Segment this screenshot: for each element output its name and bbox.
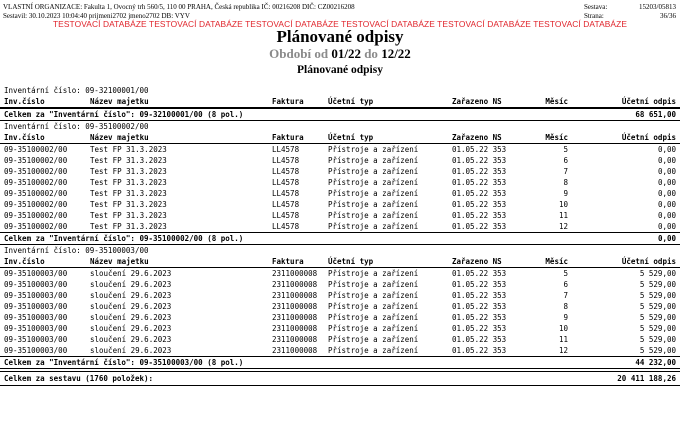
cell-inv: 09-35100003/00: [4, 302, 68, 311]
report-id-value: 15203/05813: [639, 3, 676, 11]
cell-odp: 0,00: [657, 178, 676, 187]
cell-odp: 5 529,00: [639, 335, 676, 344]
subtotal-value: 44 232,00: [635, 358, 676, 367]
cell-fak: 2311000008: [272, 302, 318, 311]
column-header-row: [4, 96, 676, 107]
cell-zar: 01.05.22 353: [452, 335, 507, 344]
table-row: [4, 188, 676, 199]
group-label: Inventární číslo: 09-32100001/00: [4, 86, 149, 95]
cell-odp: 0,00: [657, 200, 676, 209]
cell-inv: 09-35100002/00: [4, 178, 68, 187]
cell-inv: 09-35100003/00: [4, 335, 68, 344]
cell-fak: 2311000008: [272, 269, 318, 278]
cell-name: sloučení 29.6.2023: [90, 324, 172, 333]
cell-name: sloučení 29.6.2023: [90, 291, 172, 300]
subtotal-value: 0,00: [657, 234, 676, 243]
table-row: [4, 334, 676, 345]
cell-typ: Přístroje a zařízení: [328, 145, 419, 154]
cell-odp: 5 529,00: [639, 346, 676, 355]
subtotal-label: Celkem za "Inventární číslo": 09-35100003/00 (8 pol.): [4, 358, 244, 367]
column-header-mes: Měsíc: [545, 257, 568, 266]
group-header: [4, 245, 676, 256]
cell-zar: 01.05.22 353: [452, 145, 507, 154]
column-header-name: Název majetku: [90, 133, 149, 142]
cell-odp: 5 529,00: [639, 280, 676, 289]
group-label: Inventární číslo: 09-35100002/00: [4, 122, 149, 131]
group-header: [4, 85, 676, 96]
cell-inv: 09-35100003/00: [4, 324, 68, 333]
cell-name: Test FP 31.3.2023: [90, 222, 167, 231]
cell-mes: 10: [558, 324, 568, 333]
table-row: [4, 345, 676, 356]
cell-fak: 2311000008: [272, 324, 318, 333]
cell-fak: LL4578: [272, 167, 300, 176]
organization-line: VLASTNÍ ORGANIZACE: Fakulta 1, Ovocný trh 560/5, 110 00 PRAHA, Česká republika IČ: 00216208 DIČ: CZ00216208: [3, 3, 355, 11]
cell-name: sloučení 29.6.2023: [90, 313, 172, 322]
group-label: Inventární číslo: 09-35100003/00: [4, 246, 149, 255]
cell-typ: Přístroje a zařízení: [328, 222, 419, 231]
table-row: [4, 177, 676, 188]
column-header-zar: Zařazeno NS: [452, 97, 502, 106]
cell-inv: 09-35100002/00: [4, 200, 68, 209]
cell-zar: 01.05.22 353: [452, 280, 507, 289]
cell-typ: Přístroje a zařízení: [328, 346, 419, 355]
cell-typ: Přístroje a zařízení: [328, 324, 419, 333]
period-prefix: Období od: [269, 46, 332, 61]
cell-zar: 01.05.22 353: [452, 291, 507, 300]
cell-zar: 01.05.22 353: [452, 302, 507, 311]
cell-name: Test FP 31.3.2023: [90, 211, 167, 220]
cell-fak: LL4578: [272, 178, 300, 187]
subtotal-row: [4, 357, 676, 368]
cell-mes: 8: [563, 302, 568, 311]
cell-inv: 09-35100003/00: [4, 291, 68, 300]
cell-odp: 5 529,00: [639, 291, 676, 300]
cell-fak: 2311000008: [272, 346, 318, 355]
table-row: [4, 155, 676, 166]
table-row: [4, 279, 676, 290]
table-row: [4, 323, 676, 334]
cell-typ: Přístroje a zařízení: [328, 335, 419, 344]
column-header-typ: Účetní typ: [328, 133, 374, 142]
cell-zar: 01.05.22 353: [452, 324, 507, 333]
cell-typ: Přístroje a zařízení: [328, 302, 419, 311]
cell-fak: 2311000008: [272, 313, 318, 322]
subtotal-row: [4, 109, 676, 120]
cell-name: sloučení 29.6.2023: [90, 280, 172, 289]
cell-inv: 09-35100002/00: [4, 167, 68, 176]
cell-name: Test FP 31.3.2023: [90, 200, 167, 209]
column-header-fak: Faktura: [272, 97, 304, 106]
table-row: [4, 221, 676, 232]
table-row: [4, 301, 676, 312]
cell-name: sloučení 29.6.2023: [90, 335, 172, 344]
column-header-fak: Faktura: [272, 133, 304, 142]
column-header-name: Název majetku: [90, 97, 149, 106]
cell-mes: 12: [558, 346, 568, 355]
cell-inv: 09-35100002/00: [4, 222, 68, 231]
column-header-odp: Účetní odpis: [621, 257, 676, 266]
column-header-zar: Zařazeno NS: [452, 257, 502, 266]
period-line: [0, 46, 680, 62]
cell-odp: 0,00: [657, 222, 676, 231]
cell-mes: 10: [558, 200, 568, 209]
created-by-line: Sestavil: 30.10.2023 10:04:40 prijmeni2702 jmeno2702 DB: VYV: [3, 12, 190, 20]
grand-total-value: 20 411 188,26: [617, 374, 676, 383]
column-header-inv: Inv.číslo: [4, 133, 45, 142]
cell-mes: 11: [558, 335, 568, 344]
column-header-odp: Účetní odpis: [621, 133, 676, 142]
cell-odp: 0,00: [657, 189, 676, 198]
cell-name: Test FP 31.3.2023: [90, 145, 167, 154]
subtotal-value: 68 651,00: [635, 110, 676, 119]
column-header-row: [4, 256, 676, 267]
grand-total-row: [4, 373, 676, 384]
cell-zar: 01.05.22 353: [452, 346, 507, 355]
cell-odp: 0,00: [657, 167, 676, 176]
cell-zar: 01.05.22 353: [452, 167, 507, 176]
cell-zar: 01.05.22 353: [452, 222, 507, 231]
cell-name: Test FP 31.3.2023: [90, 189, 167, 198]
page-title: Plánované odpisy: [276, 27, 404, 46]
cell-name: sloučení 29.6.2023: [90, 346, 172, 355]
cell-inv: 09-35100003/00: [4, 313, 68, 322]
cell-typ: Přístroje a zařízení: [328, 200, 419, 209]
table-row: [4, 166, 676, 177]
cell-odp: 5 529,00: [639, 269, 676, 278]
cell-mes: 9: [563, 313, 568, 322]
cell-typ: Přístroje a zařízení: [328, 211, 419, 220]
page-value: 36/36: [660, 12, 676, 20]
test-database-watermark: TESTOVACÍ DATABÁZE TESTOVACÍ DATABÁZE TESTOVACÍ DATABÁZE TESTOVACÍ DATABÁZE TESTOVACÍ DATABÁZE TESTOVACÍ DATABÁZE: [52, 19, 628, 29]
column-header-inv: Inv.číslo: [4, 97, 45, 106]
cell-name: Test FP 31.3.2023: [90, 178, 167, 187]
cell-typ: Přístroje a zařízení: [328, 313, 419, 322]
column-header-typ: Účetní typ: [328, 257, 374, 266]
cell-name: sloučení 29.6.2023: [90, 269, 172, 278]
cell-zar: 01.05.22 353: [452, 200, 507, 209]
cell-odp: 5 529,00: [639, 313, 676, 322]
cell-fak: 2311000008: [272, 280, 318, 289]
cell-mes: 12: [558, 222, 568, 231]
cell-zar: 01.05.22 353: [452, 211, 507, 220]
period-to: 12/22: [381, 46, 411, 61]
column-header-mes: Měsíc: [545, 97, 568, 106]
cell-inv: 09-35100002/00: [4, 145, 68, 154]
cell-inv: 09-35100003/00: [4, 280, 68, 289]
cell-fak: LL4578: [272, 222, 300, 231]
cell-odp: 0,00: [657, 156, 676, 165]
grand-total-bottom-divider: [0, 385, 680, 386]
column-header-zar: Zařazeno NS: [452, 133, 502, 142]
cell-odp: 0,00: [657, 211, 676, 220]
cell-zar: 01.05.22 353: [452, 313, 507, 322]
cell-name: Test FP 31.3.2023: [90, 167, 167, 176]
cell-typ: Přístroje a zařízení: [328, 189, 419, 198]
group-header: [4, 121, 676, 132]
cell-typ: Přístroje a zařízení: [328, 269, 419, 278]
cell-mes: 6: [563, 280, 568, 289]
cell-typ: Přístroje a zařízení: [328, 178, 419, 187]
table-row: [4, 312, 676, 323]
cell-name: Test FP 31.3.2023: [90, 156, 167, 165]
cell-zar: 01.05.22 353: [452, 156, 507, 165]
subtotal-row: [4, 233, 676, 244]
cell-inv: 09-35100002/00: [4, 211, 68, 220]
cell-fak: 2311000008: [272, 291, 318, 300]
cell-name: sloučení 29.6.2023: [90, 302, 172, 311]
grand-total-top-divider: [0, 371, 680, 372]
cell-fak: LL4578: [272, 145, 300, 154]
period-mid: do: [360, 46, 382, 61]
column-header-name: Název majetku: [90, 257, 149, 266]
table-row: [4, 144, 676, 155]
column-header-row: [4, 132, 676, 143]
cell-mes: 11: [558, 211, 568, 220]
cell-zar: 01.05.22 353: [452, 178, 507, 187]
grand-total-label: Celkem za sestavu (1760 položek):: [4, 374, 154, 383]
cell-typ: Přístroje a zařízení: [328, 280, 419, 289]
cell-inv: 09-35100002/00: [4, 189, 68, 198]
cell-mes: 7: [563, 167, 568, 176]
cell-zar: 01.05.22 353: [452, 189, 507, 198]
column-header-inv: Inv.číslo: [4, 257, 45, 266]
cell-mes: 8: [563, 178, 568, 187]
report-subtitle: Plánované odpisy: [297, 64, 383, 76]
cell-odp: 0,00: [657, 145, 676, 154]
cell-zar: 01.05.22 353: [452, 269, 507, 278]
cell-inv: 09-35100003/00: [4, 346, 68, 355]
column-header-fak: Faktura: [272, 257, 304, 266]
cell-mes: 7: [563, 291, 568, 300]
column-header-typ: Účetní typ: [328, 97, 374, 106]
cell-fak: 2311000008: [272, 335, 318, 344]
page-label: Strana:: [584, 12, 604, 20]
cell-odp: 5 529,00: [639, 324, 676, 333]
cell-typ: Přístroje a zařízení: [328, 167, 419, 176]
cell-fak: LL4578: [272, 156, 300, 165]
table-row: [4, 268, 676, 279]
cell-mes: 5: [563, 145, 568, 154]
cell-mes: 5: [563, 269, 568, 278]
table-row: [4, 290, 676, 301]
column-header-mes: Měsíc: [545, 133, 568, 142]
cell-fak: LL4578: [272, 200, 300, 209]
cell-fak: LL4578: [272, 211, 300, 220]
subtotal-bottom-divider: [0, 368, 680, 369]
table-row: [4, 210, 676, 221]
cell-inv: 09-35100003/00: [4, 269, 68, 278]
table-row: [4, 199, 676, 210]
cell-typ: Přístroje a zařízení: [328, 291, 419, 300]
cell-mes: 9: [563, 189, 568, 198]
cell-fak: LL4578: [272, 189, 300, 198]
subtotal-label: Celkem za "Inventární číslo": 09-32100001/00 (8 pol.): [4, 110, 244, 119]
cell-mes: 6: [563, 156, 568, 165]
subtotal-label: Celkem za "Inventární číslo": 09-35100002/00 (8 pol.): [4, 234, 244, 243]
column-header-odp: Účetní odpis: [621, 97, 676, 106]
cell-odp: 5 529,00: [639, 302, 676, 311]
period-from: 01/22: [331, 46, 361, 61]
cell-typ: Přístroje a zařízení: [328, 156, 419, 165]
cell-inv: 09-35100002/00: [4, 156, 68, 165]
report-id-label: Sestava:: [584, 3, 608, 11]
